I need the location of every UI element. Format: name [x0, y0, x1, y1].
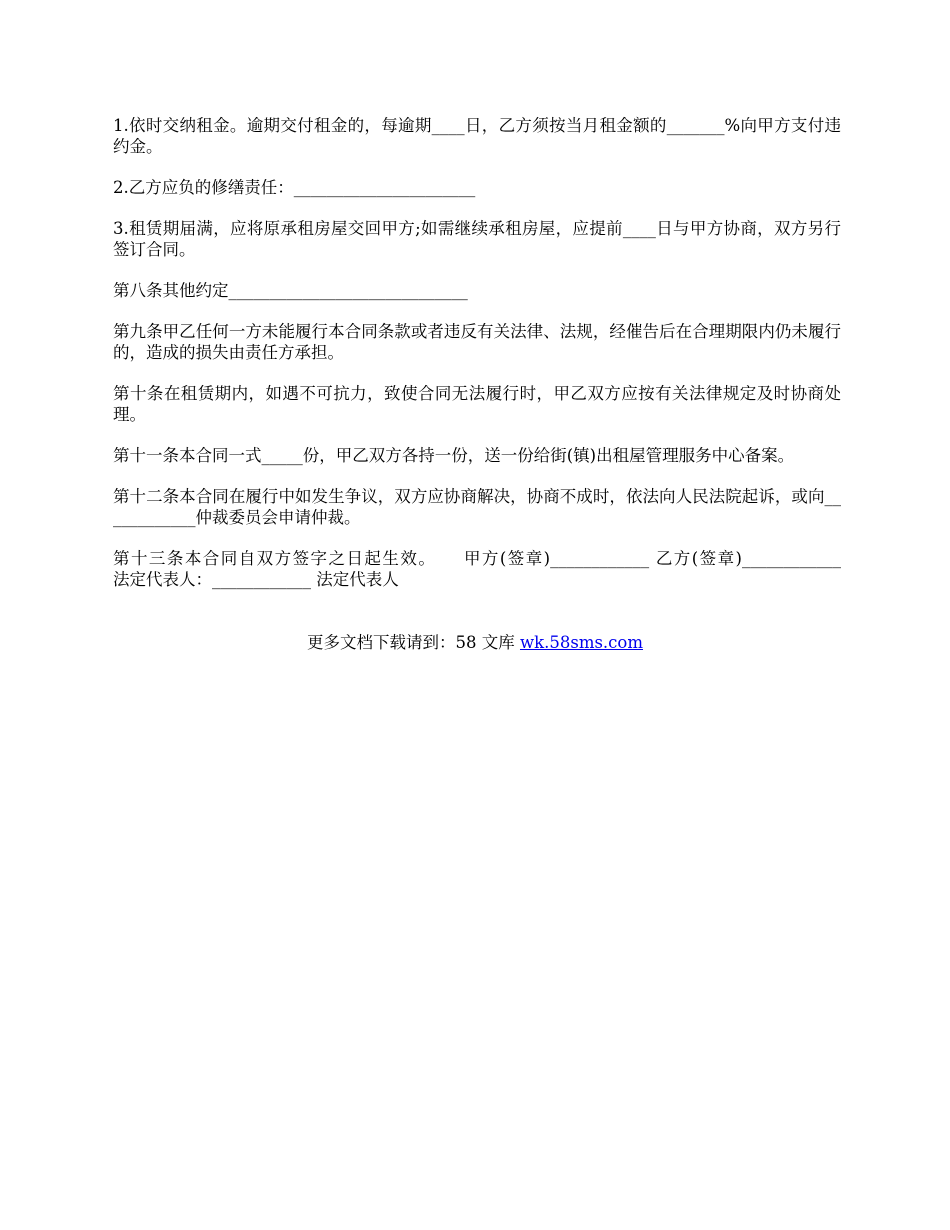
article-11-copies: 第十一条本合同一式_____份，甲乙双方各持一份，送一份给街(镇)出租屋管理服务中心备案。 [113, 446, 795, 465]
article-8-other-terms: 第八条其他约定_____________________________ [113, 281, 468, 300]
clause-lease-expiry: 3.租赁期届满，应将原承租房屋交回甲方;如需继续承租房屋，应提前____日与甲方协商，双方另行签订合同。 [113, 219, 841, 259]
article-13-signatures: 第十三条本合同自双方签字之日起生效。 甲方(签章)____________ 乙方(签章)____________ 法定代表人：____________ 法定代表人 [113, 549, 874, 589]
article-10-force-majeure: 第十条在租赁期内，如遇不可抗力，致使合同无法履行时，甲乙双方应按有关法律规定及时协商处理。 [113, 384, 841, 424]
footer-prefix: 更多文档下载请到：58 文库 [306, 633, 520, 652]
footer-link[interactable]: wk.58sms.com [519, 633, 643, 652]
article-9-breach: 第九条甲乙任何一方未能履行本合同条款或者违反有关法律、法规，经催告后在合理期限内仍未履行的，造成的损失由责任方承担。 [113, 322, 841, 362]
clause-repair-duty: 2.乙方应负的修缮责任：______________________ [113, 178, 476, 197]
clause-rent-payment: 1.依时交纳租金。逾期交付租金的，每逾期____日，乙方须按当月租金额的_______%向甲方支付违约金。 [113, 116, 841, 156]
article-12-disputes: 第十二条本合同在履行中如发生争议，双方应协商解决，协商不成时，依法向人民法院起诉，或向____________仲裁委员会申请仲裁。 [113, 487, 841, 527]
contract-body [113, 115, 874, 610]
download-footer [0, 632, 950, 653]
